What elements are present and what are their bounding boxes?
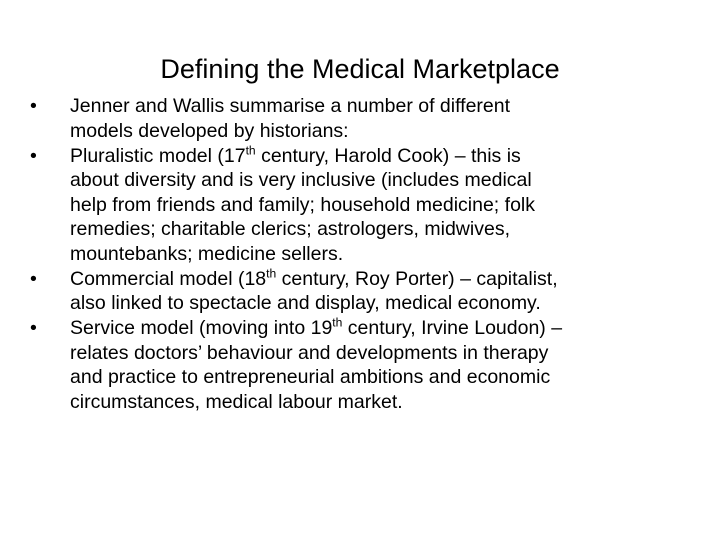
bullet-text-segment: Pluralistic model (17: [70, 144, 246, 167]
bullet-icon: •: [30, 267, 37, 290]
bullet-text-line: models developed by historians:: [70, 119, 349, 142]
ordinal-suffix: th: [332, 315, 343, 330]
ordinal-suffix: th: [266, 266, 277, 281]
bullet-text-line: circumstances, medical labour market.: [70, 390, 403, 413]
slide-title: Defining the Medical Marketplace: [160, 54, 560, 84]
bullet-text-line: and practice to entrepreneurial ambitions and economic: [70, 366, 551, 388]
bullet-text-line: also linked to spectacle and display, medical economy.: [70, 292, 541, 314]
bullet-text-line: [70, 316, 700, 341]
bullet-text-line: relates doctors’ behaviour and developments in therapy: [70, 341, 549, 364]
bullet-text-line: about diversity and is very inclusive (includes medical: [70, 169, 532, 191]
bullet-item-models: [30, 94, 700, 143]
bullet-icon: •: [30, 95, 37, 117]
bullet-text-segment: century, Irvine Loudon) –: [342, 317, 563, 339]
bullet-item-commercial: [30, 267, 700, 316]
bullet-list: [30, 94, 700, 415]
bullet-text-segment: Service model (moving into 19: [70, 317, 333, 339]
bullet-icon: •: [30, 144, 37, 167]
bullet-text-segment: Commercial model (18: [70, 267, 267, 290]
bullet-text-line: [70, 267, 700, 292]
bullet-text-segment: century, Roy Porter) – capitalist,: [276, 267, 558, 290]
bullet-text-line: [70, 144, 700, 169]
bullet-text-line: remedies; charitable clerics; astrologers, midwives,: [70, 218, 510, 240]
bullet-text-line: mountebanks; medicine sellers.: [70, 242, 344, 265]
ordinal-suffix: th: [245, 143, 256, 158]
bullet-item-service: [30, 316, 700, 414]
bullet-text-segment: century, Harold Cook) – this is: [255, 144, 521, 167]
bullet-item-pluralistic: [30, 144, 700, 267]
bullet-text-line: Jenner and Wallis summarise a number of different: [70, 95, 511, 117]
bullet-text-line: help from friends and family; household medicine; folk: [70, 193, 535, 216]
bullet-icon: •: [30, 317, 37, 339]
